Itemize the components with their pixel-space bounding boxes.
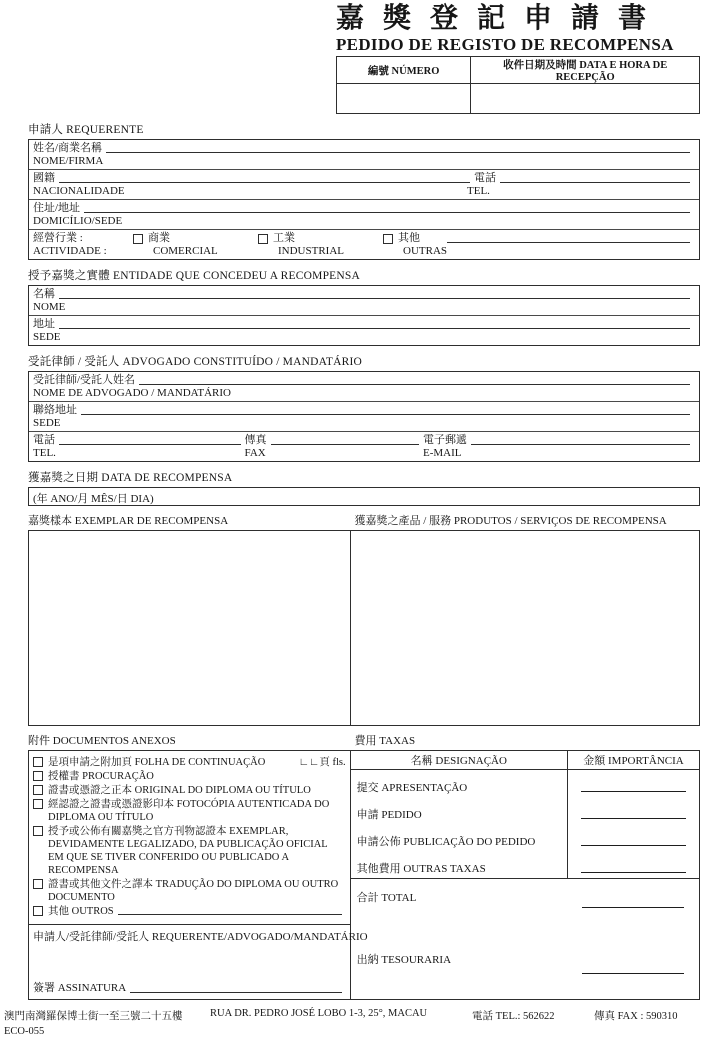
treasury-row [351,937,699,999]
advocate-address-input[interactable] [81,405,690,415]
advocate-phone-input[interactable] [59,435,241,445]
sample-left-heading: 嘉獎樣本 EXEMPLAR DE RECOMPENSA [28,515,229,527]
advocate-heading: 受託律師 / 受託人 ADVOGADO CONSTITUÍDO / MANDATÁRIO [28,356,362,368]
advocate-contact-row [29,431,699,461]
advocate-name-row [29,372,699,401]
attachment-item [33,905,346,918]
attachments-panel [29,751,368,999]
fee-label: 提交 APRESENTAÇÃO [356,782,468,794]
checkbox-traducao-icon[interactable] [33,879,43,889]
form-header [336,3,700,114]
number-header: 編號 NÚMERO [337,57,471,84]
activity-other-input[interactable] [447,233,690,243]
applicant-name-input[interactable] [106,143,690,153]
advocate-address-label-zh: 聯絡地址 [33,404,77,416]
reception-value-cell[interactable] [471,84,700,114]
outros-input[interactable] [118,905,342,915]
outras-amount-input[interactable] [581,872,686,873]
nationality-label-zh: 國籍 [33,172,55,184]
fee-amount-cell [567,851,699,878]
activity-label-zh: 經營行業 : [33,232,83,244]
signature-label: 簽署 ASSINATURA [33,982,127,994]
applicant-phone-label-pt: TEL. [467,185,490,197]
advocate-fax-label-zh: 傳真 [244,434,267,446]
advocate-address-label-pt: SEDE [33,417,61,429]
products-services-area[interactable] [351,531,699,725]
applicant-name-row [29,140,699,169]
fee-row [351,797,699,824]
attachment-label: 授權書 PROCURAÇÃO [48,771,154,782]
applicant-address-input[interactable] [84,203,690,213]
activity-option-outras-pt: OUTRAS [403,245,448,257]
entity-name-label-pt: NOME [33,301,66,313]
attachment-item [33,784,346,797]
advocate-name-input[interactable] [139,375,690,385]
entity-box [28,285,700,346]
apresentacao-amount-input[interactable] [581,791,686,792]
reception-table [336,56,700,114]
sample-right-heading: 獲嘉獎之產品 / 服務 PRODUTOS / SERVIÇOS DE RECOMPENSA [354,515,667,527]
applicant-name-label-pt: NOME/FIRMA [33,155,104,167]
advocate-address-row [29,401,699,431]
attachment-item [33,825,346,877]
applicant-nationality-row [29,169,699,199]
publicacao-amount-input[interactable] [581,845,686,846]
entity-address-label-pt: SEDE [33,331,61,343]
activity-option-outras-zh: 其他 [398,232,420,244]
attachment-label: 其他 OUTROS [48,906,114,917]
fees-heading: 費用 TAXAS [354,735,416,747]
activity-row [29,229,699,259]
form-code: ECO-055 [4,1026,45,1037]
attachment-label: 證書或憑證之正本 ORIGINAL DO DIPLOMA OU TÍTULO [48,785,311,796]
applicant-phone-input[interactable] [500,173,690,183]
advocate-phone-label-zh: 電話 [33,434,55,446]
page-title: 嘉獎登記申請書 [336,3,666,34]
attachment-item [33,756,346,769]
signature-input[interactable] [130,983,341,993]
checkbox-continuation-icon[interactable] [33,757,43,767]
entity-address-label-zh: 地址 [33,318,55,330]
advocate-email-input[interactable] [471,435,690,445]
fee-amount-cell [567,797,699,824]
fee-label: 申請 PEDIDO [356,809,422,821]
applicant-box [28,139,700,260]
attachments-heading: 附件 DOCUMENTOS ANEXOS [28,735,176,747]
samples-headings [28,512,700,528]
number-value-cell[interactable] [337,84,471,114]
activity-option-industrial-zh: 工業 [273,232,295,244]
activity-option-comercial-pt: COMERCIAL [153,245,218,257]
checkbox-procuracao-icon[interactable] [33,771,43,781]
treasury-label: 出納 TESOURARIA [356,954,452,966]
advocate-box [28,371,700,462]
fees-header-row [351,751,699,770]
entity-name-label-zh: 名稱 [33,288,55,300]
bottom-boxes [28,750,700,1000]
footer-address-pt: RUA DR. PEDRO JOSÉ LOBO 1-3, 25°, MACAU [210,1008,428,1019]
entity-address-input[interactable] [59,319,690,329]
advocate-email-label-zh: 電子郵遞 [422,434,467,446]
reception-header: 收件日期及時間 DATA E HORA DE RECEPÇÃO [471,57,700,84]
total-amount-input[interactable] [582,907,684,908]
fee-row [351,824,699,851]
entity-name-row [29,286,699,315]
reward-date-input[interactable] [28,487,700,506]
footer-fax: 傳真 FAX : 590310 [594,1011,678,1022]
reward-date-heading: 獲嘉獎之日期 DATA DE RECOMPENSA [28,472,233,484]
attachment-item [33,798,346,824]
nationality-label-pt: NACIONALIDADE [33,185,125,197]
applicant-address-label-pt: DOMICÍLIO/SEDE [33,215,123,227]
fee-row [351,851,699,878]
checkbox-comercial-icon[interactable] [133,234,143,244]
fee-amount-cell [567,824,699,851]
fee-amount-cell [567,770,699,797]
attachment-label: 證書或其他文件之譯本 TRADUÇÃO DO DIPLOMA OU OUTRO DOCUMENTO [48,879,339,903]
attachment-label: 是項申請之附加頁 FOLHA DE CONTINUAÇÃO [48,757,266,768]
checkbox-industrial-icon[interactable] [258,234,268,244]
advocate-name-label-zh: 受託律師/受託人姓名 [33,374,136,386]
entity-address-row [29,315,699,345]
page-subtitle: PEDIDO DE REGISTO DE RECOMPENSA [336,35,674,54]
checkbox-original-icon[interactable] [33,785,43,795]
footer-tel: 電話 TEL.: 562622 [472,1011,555,1022]
checkbox-exemplar-icon[interactable] [33,826,43,836]
reward-sample-area[interactable] [29,531,351,725]
amount-column-header: 金額 IMPORTÂNCIA [567,751,699,769]
signature-party-label: 申請人/受託律師/受託人 REQUERENTE/ADVOGADO/MANDATÁRIO [33,931,368,943]
applicant-phone-label-zh: 電話 [474,172,496,184]
treasury-amount-input[interactable] [582,973,684,974]
activity-label-pt: ACTIVIDADE : [33,245,107,257]
advocate-phone-label-pt: TEL. [33,447,56,459]
checkbox-fotocopia-icon[interactable] [33,799,43,809]
advocate-name-label-pt: NOME DE ADVOGADO / MANDATÁRIO [33,387,231,399]
footer [4,1008,700,1023]
pedido-amount-input[interactable] [581,818,686,819]
advocate-email-label-pt: E-MAIL [422,447,462,459]
checkbox-outros-icon[interactable] [33,906,43,916]
fees-panel [351,751,699,999]
fee-label: 其他費用 OUTRAS TAXAS [356,863,486,875]
applicant-address-row [29,199,699,229]
entity-heading: 授予嘉獎之實體 ENTIDADE QUE CONCEDEU A RECOMPENSA [28,270,360,282]
entity-name-input[interactable] [59,289,690,299]
bottom-headings [28,732,700,748]
checkbox-outras-icon[interactable] [383,234,393,244]
activity-option-industrial-pt: INDUSTRIAL [278,245,344,257]
nationality-input[interactable] [59,173,470,183]
attachment-item [33,770,346,783]
advocate-fax-input[interactable] [271,435,419,445]
fee-row [351,770,699,797]
fee-label: 申請公佈 PUBLICAÇÃO DO PEDIDO [356,836,536,848]
designation-column-header: 名稱 DESIGNAÇÃO [410,755,507,767]
total-row [351,879,699,937]
attachment-label: 授予或公佈有關嘉獎之官方刊物認證本 EXEMPLAR, DEVIDAMENTE LEGALIZADO, DA PUBLICAÇÃO OFICIAL EM QUE SE TIVER CONFERIDO OU PUBLICADO A RECOMPENSA [48,826,328,876]
attachment-item [33,878,346,904]
reward-date-format: (年 ANO/月 MÊS/日 DIA) [33,493,154,505]
advocate-fax-label-pt: FAX [244,447,266,459]
applicant-name-label-zh: 姓名/商業名稱 [33,142,103,154]
applicant-heading: 申請人 REQUERENTE [28,124,144,136]
attachment-label: 經認證之證書或憑證影印本 FOTOCÓPIA AUTENTICADA DO DIPLOMA OU TÍTULO [48,799,330,823]
footer-address-zh: 澳門南灣羅保博士街一至三號二十五樓 [4,1011,183,1022]
activity-option-comercial-zh: 商業 [148,232,170,244]
attachment-pages-suffix: ∟∟頁 fls. [298,757,346,768]
total-label: 合計 TOTAL [356,892,417,904]
applicant-address-label-zh: 住址/地址 [33,202,81,214]
samples-boxes [28,530,700,726]
